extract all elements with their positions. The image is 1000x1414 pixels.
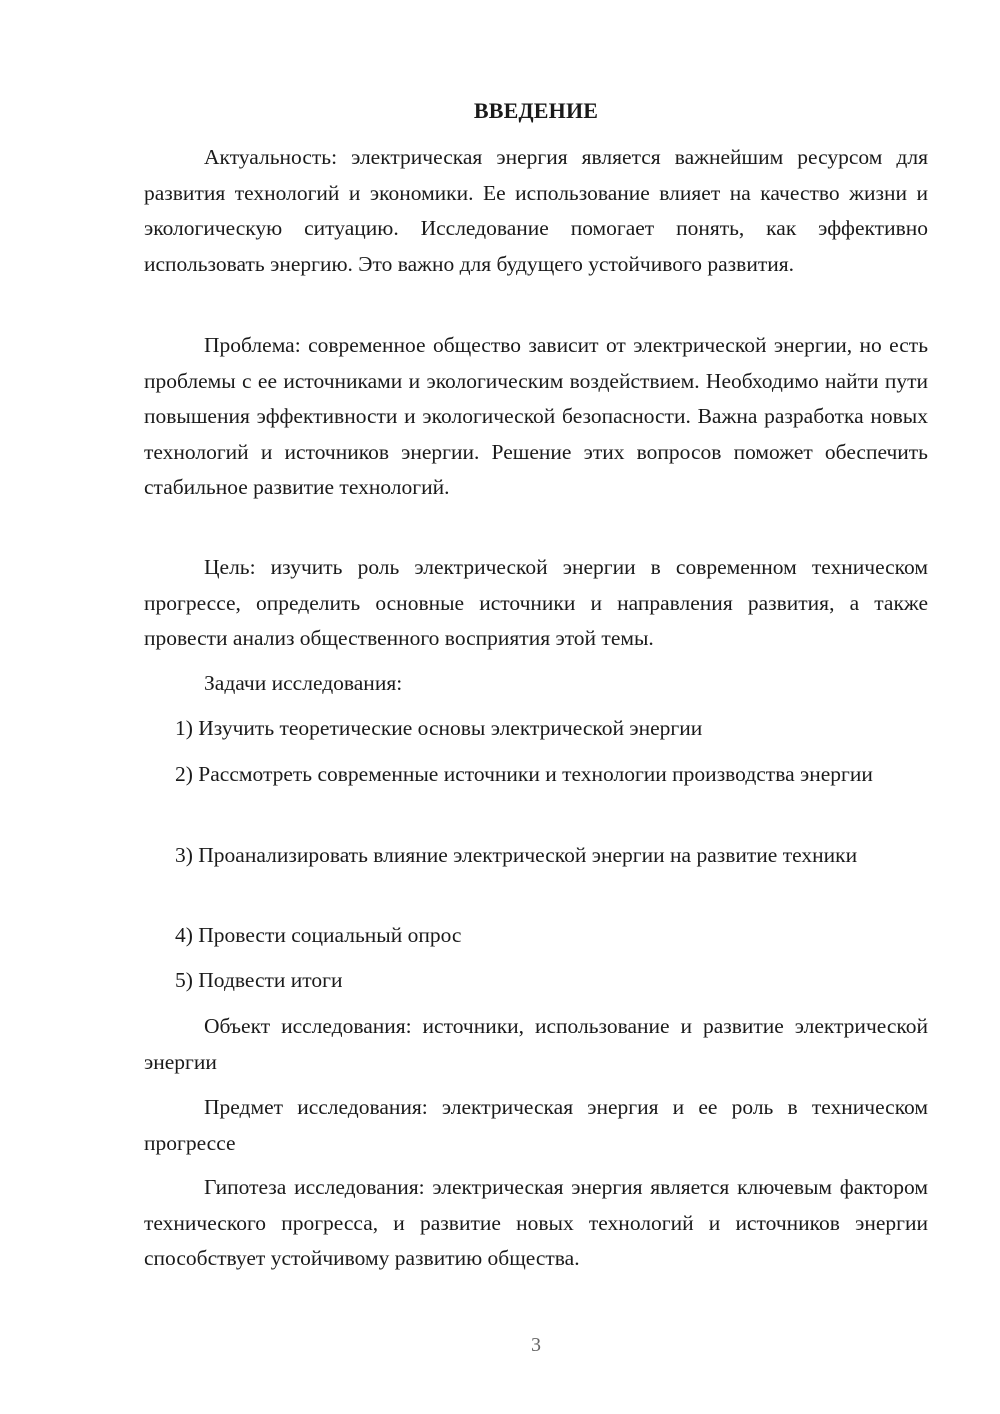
subject-paragraph: Предмет исследования: электрическая энергия и ее роль в техническом прогрессе (144, 1095, 928, 1155)
page-number: 3 (531, 1334, 541, 1356)
problem-paragraph: Проблема: современное общество зависит от электрической энергии, но есть проблемы с ее источниками и экологическим воздействием. Необходимо найти пути повышения эффективности и экологической безопасности. Важна разработка новых технологий и источников энергии. Решение этих вопросов поможет обеспечить стабильное развитие технологий. (144, 333, 928, 499)
section-heading: ВВЕДЕНИЕ (473, 98, 599, 123)
hypothesis-paragraph: Гипотеза исследования: электрическая энергия является ключевым фактором технического прогресса, и развитие новых технологий и источников энергии способствует устойчивому развитию общества. (144, 1175, 928, 1270)
goal-paragraph: Цель: изучить роль электрической энергии в современном техническом прогрессе, определить основные источники и направления развития, а также провести анализ общественного восприятия этой темы. (144, 555, 928, 650)
task-item-5: 5) Подвести итоги (175, 968, 343, 992)
object-paragraph: Объект исследования: источники, использование и развитие электрической энергии (144, 1014, 928, 1074)
task-item-4: 4) Провести социальный опрос (175, 923, 462, 947)
task-item-2: 2) Рассмотреть современные источники и технологии производства энергии (175, 762, 873, 786)
task-item-1: 1) Изучить теоретические основы электрической энергии (175, 716, 703, 740)
document-page (144, 0, 928, 1414)
relevance-paragraph: Актуальность: электрическая энергия является важнейшим ресурсом для развития технологий и экономики. Ее использование влияет на качество жизни и экологическую ситуацию. Исследование помогает понять, как эффективно использовать энергию. Это важно для будущего устойчивого развития. (144, 145, 928, 276)
tasks-title: Задачи исследования: (204, 671, 403, 695)
task-item-3: 3) Проанализировать влияние электрической энергии на развитие техники (175, 843, 858, 867)
